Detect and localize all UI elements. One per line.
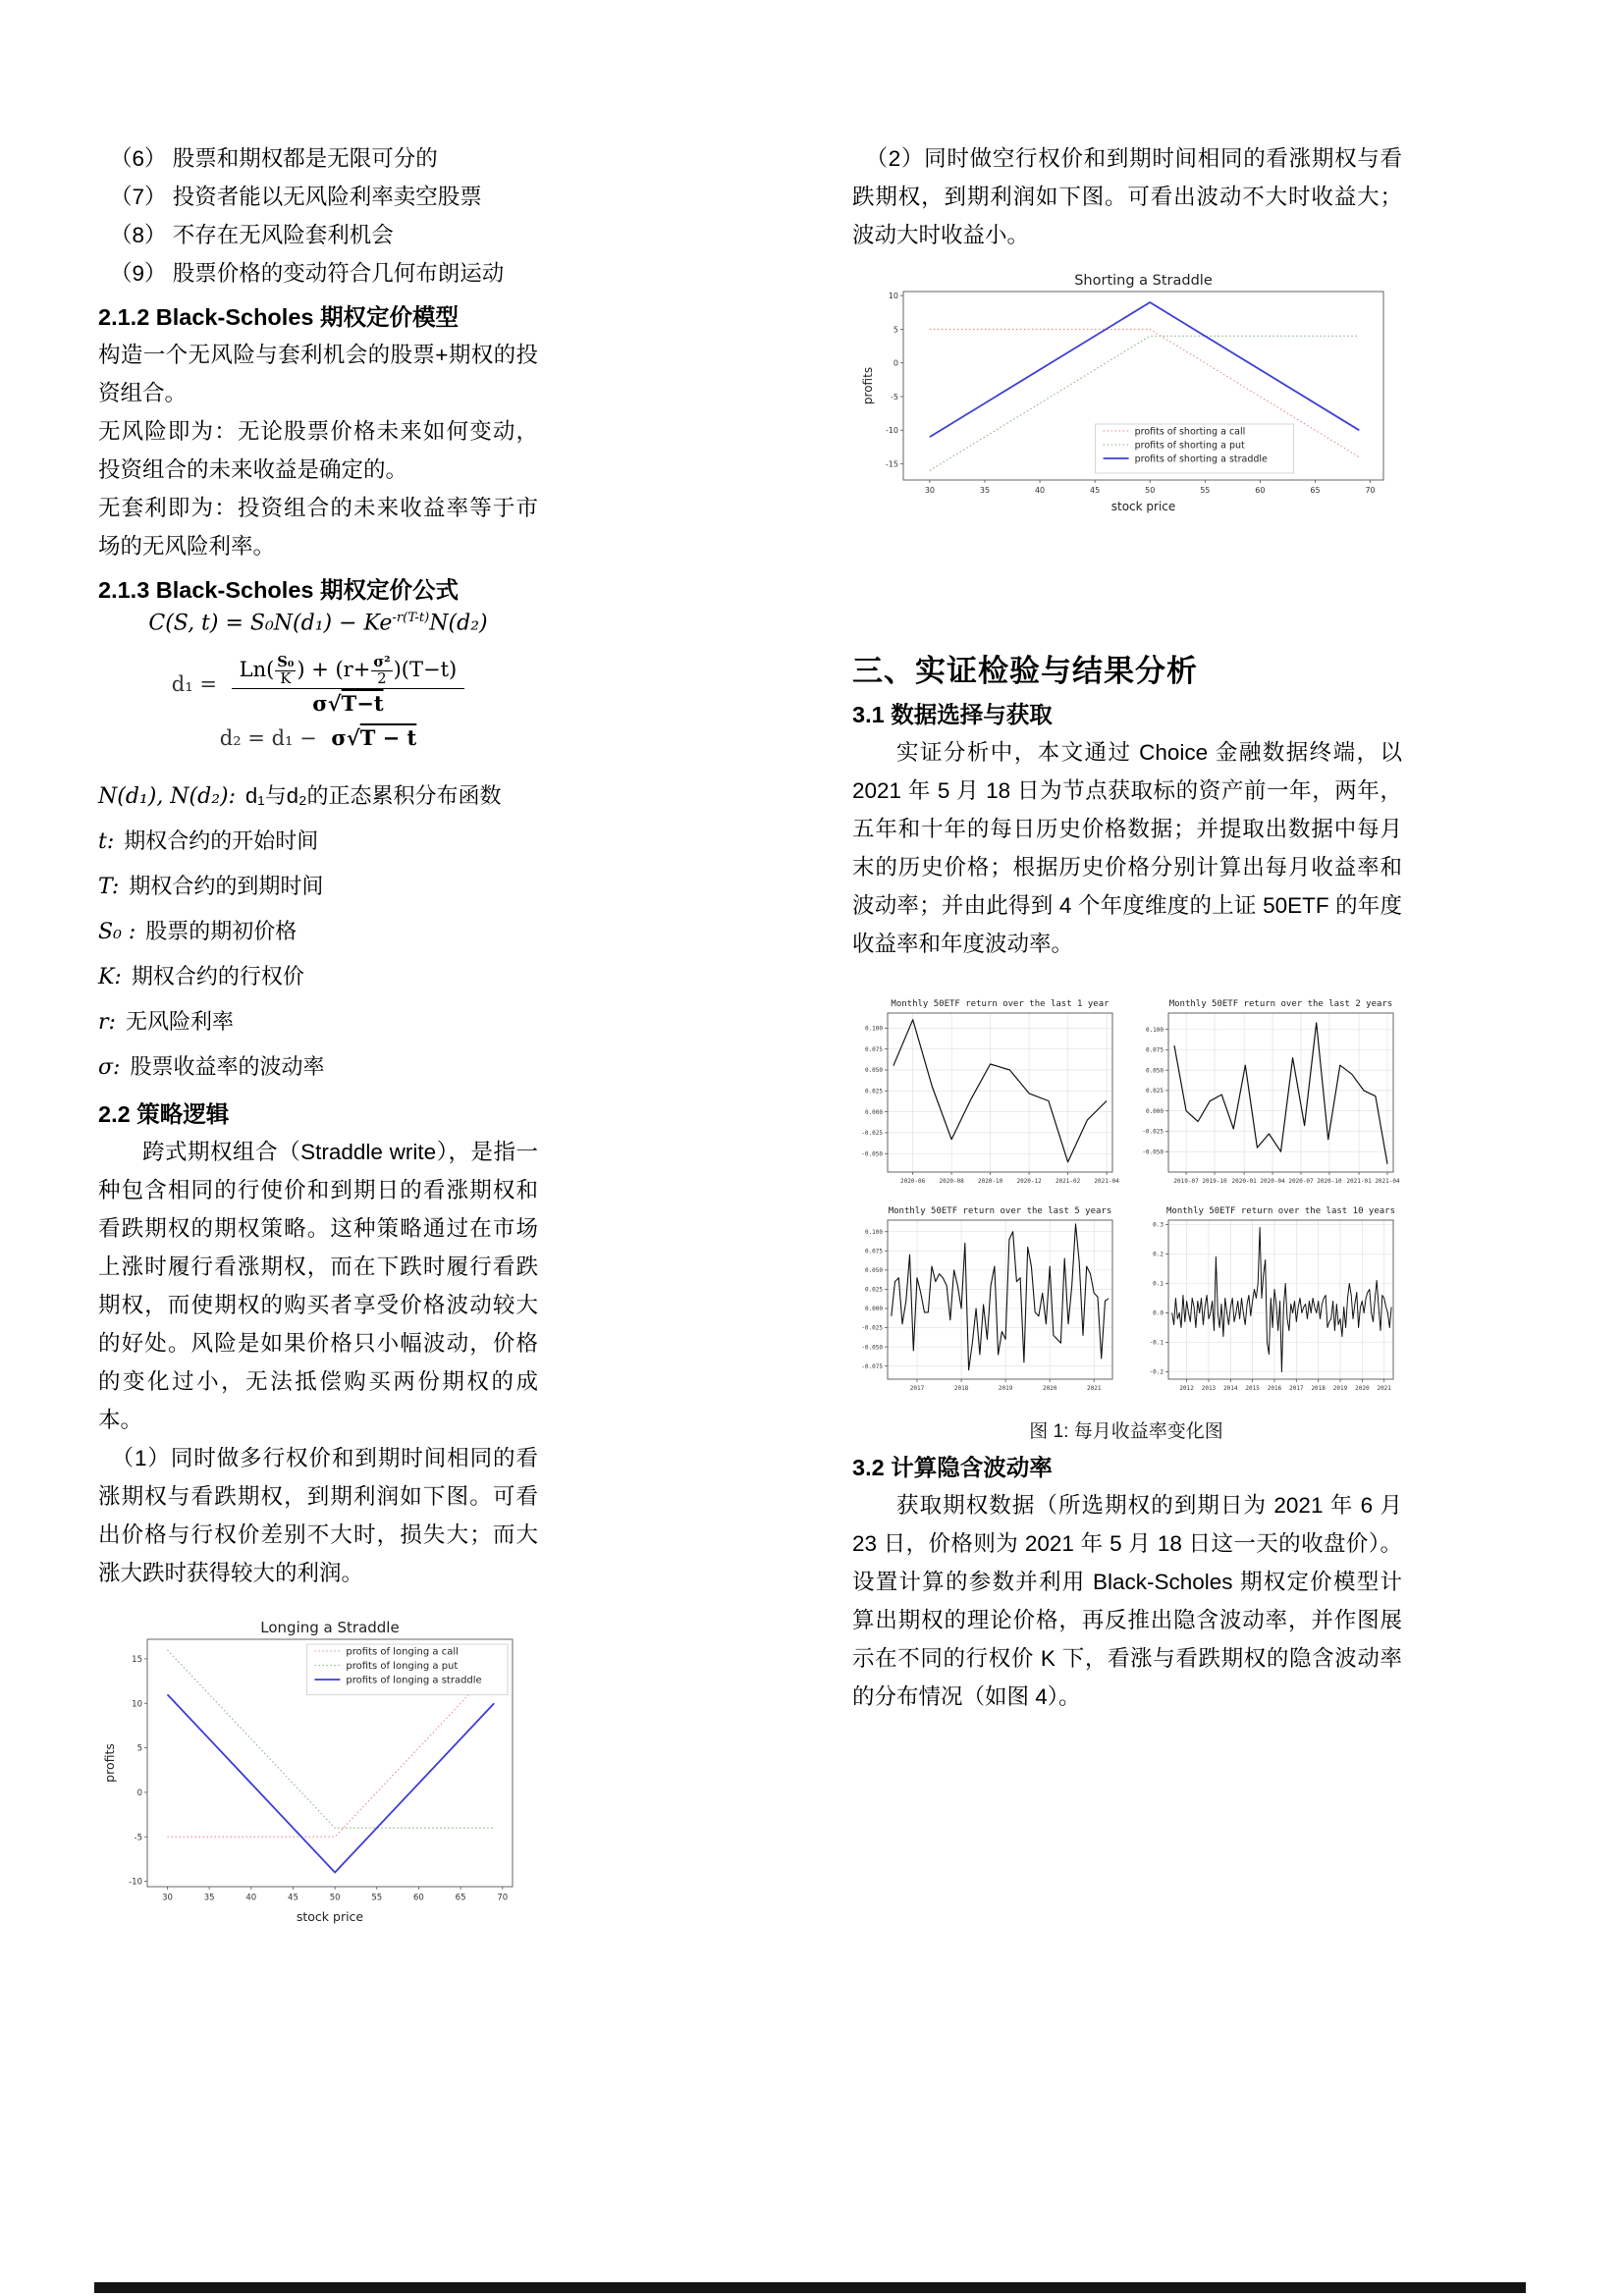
svg-text:2021: 2021 <box>1377 1385 1391 1392</box>
assumption-item: （9） 股票价格的变动符合几何布朗运动 <box>110 261 505 286</box>
svg-text:-10: -10 <box>129 1877 142 1888</box>
svg-text:30: 30 <box>162 1893 173 1903</box>
chart-canvas <box>102 1614 524 1926</box>
d1-num-ln: Ln( <box>239 658 275 682</box>
svg-text:2019-10: 2019-10 <box>1202 1178 1227 1185</box>
section-heading-2-1-2: 2.1.2 Black-Scholes 期权定价模型 <box>98 304 459 330</box>
monthly-return-5y-chart <box>852 1203 1119 1401</box>
svg-text:65: 65 <box>455 1893 466 1903</box>
svg-text:profits: profits <box>102 1743 117 1784</box>
svg-text:-0.025: -0.025 <box>861 1324 883 1332</box>
svg-text:2020-07: 2020-07 <box>1288 1178 1314 1185</box>
svg-text:0.100: 0.100 <box>864 1228 883 1236</box>
monthly-return-10y-chart <box>1133 1203 1400 1401</box>
svg-text:35: 35 <box>203 1893 215 1903</box>
svg-text:Longing a Straddle: Longing a Straddle <box>260 1619 400 1637</box>
svg-text:Monthly 50ETF return over the: Monthly 50ETF return over the last 5 years <box>888 1206 1112 1216</box>
svg-text:2020-08: 2020-08 <box>939 1178 964 1185</box>
monthly-return-charts <box>852 996 1402 1401</box>
definition-item: T: 期权合约的到期时间 <box>98 874 324 900</box>
svg-text:0.3: 0.3 <box>1153 1221 1164 1229</box>
sigma2-over-2: $\frac{\text{σ²}}{2}$ <box>373 654 391 687</box>
svg-text:50: 50 <box>329 1893 341 1903</box>
assumption-item: （8） 不存在无风险套利机会 <box>110 223 394 247</box>
svg-text:40: 40 <box>245 1893 257 1903</box>
definition-item: S₀ : 股票的期初价格 <box>98 919 298 945</box>
svg-text:-0.050: -0.050 <box>1142 1148 1164 1156</box>
chart-canvas <box>860 270 1395 515</box>
svg-text:stock price: stock price <box>1110 500 1176 513</box>
svg-text:-0.025: -0.025 <box>1142 1128 1164 1136</box>
paragraph-implied-vol: 获取期权数据（所选期权的到期日为 2021 年 6 月 23 日，价格则为 2021 年 5 月 18 日这一天的收盘价）。设置计算的参数并利用 Black-Scholes 期权定价模型计算出期权的理论价格，再反推出隐含波动率，并作图展示在不同的行权价 K 下，看涨与看跌期权的隐含波动率的分布情况（如图 4）。 <box>852 1493 1402 1709</box>
svg-text:55: 55 <box>1200 486 1211 495</box>
svg-text:Monthly 50ETF return over the: Monthly 50ETF return over the last 1 year <box>891 999 1110 1009</box>
svg-text:2013: 2013 <box>1201 1385 1217 1392</box>
paragraph-construct: 构造一个无风险与套利机会的股票+期权的投资组合。 <box>98 343 538 405</box>
d2-formula <box>98 725 538 750</box>
svg-text:0.050: 0.050 <box>864 1067 883 1075</box>
svg-text:-5: -5 <box>891 392 898 401</box>
chart-canvas <box>1133 1203 1400 1396</box>
paragraph-no-risk: 无风险即为：无论股票价格未来如何变动，投资组合的未来收益是确定的。 <box>98 419 538 482</box>
d1-prefix: d₁ = <box>171 671 217 696</box>
svg-text:-0.050: -0.050 <box>861 1344 883 1352</box>
monthly-return-2y-chart <box>1133 996 1400 1194</box>
svg-text:10: 10 <box>132 1699 142 1710</box>
svg-text:0.075: 0.075 <box>864 1248 883 1255</box>
symbol-definitions <box>98 774 538 1090</box>
chart-canvas <box>852 1203 1119 1396</box>
svg-text:Shorting a Straddle: Shorting a Straddle <box>1074 273 1213 289</box>
svg-text:2016: 2016 <box>1267 1385 1282 1392</box>
svg-text:30: 30 <box>924 486 936 495</box>
svg-text:70: 70 <box>497 1893 509 1903</box>
svg-text:2017: 2017 <box>909 1385 925 1392</box>
formula-right: N(d₂) <box>429 611 488 636</box>
svg-text:2020-10: 2020-10 <box>977 1178 1003 1185</box>
d1-formula <box>98 655 538 716</box>
bs-formula-block <box>98 611 538 750</box>
d1-numerator <box>232 655 465 689</box>
svg-text:2021-01: 2021-01 <box>1346 1178 1372 1185</box>
page-bottom-rule <box>94 2282 1526 2293</box>
svg-text:15: 15 <box>132 1655 142 1666</box>
d1-denominator: σ√T−t <box>312 691 384 717</box>
svg-text:2021-04: 2021-04 <box>1094 1178 1119 1185</box>
svg-text:2021-02: 2021-02 <box>1055 1178 1081 1185</box>
svg-text:2020-01: 2020-01 <box>1231 1178 1257 1185</box>
svg-text:0.100: 0.100 <box>1145 1026 1164 1034</box>
definition-item: t: 期权合约的开始时间 <box>98 828 319 855</box>
assumption-item: （7） 投资者能以无风险利率卖空股票 <box>110 185 482 209</box>
svg-text:profits of longing a put: profits of longing a put <box>346 1661 459 1673</box>
svg-text:2021: 2021 <box>1087 1385 1102 1392</box>
svg-text:2021-04: 2021-04 <box>1375 1178 1400 1185</box>
paragraph-straddle-intro: 跨式期权组合（Straddle write），是指一种包含相同的行使价和到期日的看涨期权和看跌期权的期权策略。这种策略通过在市场上涨时履行看涨期权，而在下跌时履行看跌期权，而使期权的购买者享受价格波动较大的好处。风险是如果价格只小幅波动，价格的变化过小，无法抵偿购买两份期权的成本。 <box>98 1140 538 1433</box>
svg-text:2020: 2020 <box>1355 1385 1370 1392</box>
definition-item: N(d₁), N(d₂): d₁与d₂的正态累积分布函数 <box>98 783 502 810</box>
svg-text:Monthly 50ETF return over the: Monthly 50ETF return over the last 10 years <box>1166 1206 1395 1216</box>
svg-text:0.000: 0.000 <box>1145 1107 1164 1115</box>
svg-text:10: 10 <box>888 291 898 300</box>
svg-text:profits of shorting a put: profits of shorting a put <box>1134 440 1245 452</box>
paragraph-data-selection: 实证分析中，本文通过 Choice 金融数据终端，以 2021 年 5 月 18 日为节点获取标的资产前一年，两年，五年和十年的每日历史价格数据；并提取出数据中每月末的历史价格；根据历史价格分别计算出每月收益率和波动率；并由此得到 4 个年度维度的上证 50ETF 的年度收益率和年度波动率。 <box>852 740 1402 956</box>
formula-left: C(S, t) = S₀N(d₁) − Ke <box>148 611 393 636</box>
svg-text:65: 65 <box>1310 486 1321 495</box>
paragraph-short-straddle: （2）同时做空行权价和到期时间相同的看涨期权与看跌期权，到期利润如下图。可看出波动不大时收益大；波动大时收益小。 <box>852 146 1402 247</box>
svg-text:profits of longing a call: profits of longing a call <box>346 1646 459 1658</box>
svg-text:5: 5 <box>136 1743 142 1754</box>
svg-text:60: 60 <box>1255 486 1266 495</box>
chapter-heading-3: 三、实证检验与结果分析 <box>852 654 1198 688</box>
svg-text:50: 50 <box>1145 486 1156 495</box>
chart-canvas <box>852 996 1119 1189</box>
d2-prefix: d₂ = d₁ − <box>219 726 324 751</box>
chart-canvas <box>1133 996 1400 1189</box>
s0-over-k: $\frac{\text{S₀}}{K}$ <box>277 654 295 687</box>
monthly-return-1y-chart <box>852 996 1119 1194</box>
d1-num-end: )(T−t) <box>393 658 458 682</box>
left-column <box>98 139 538 1931</box>
assumption-item: （6） 股票和期权都是无限可分的 <box>110 146 438 171</box>
svg-text:2019-07: 2019-07 <box>1173 1178 1199 1185</box>
svg-text:-0.050: -0.050 <box>861 1150 883 1158</box>
svg-text:0.2: 0.2 <box>1153 1251 1164 1258</box>
svg-text:0.000: 0.000 <box>864 1306 883 1313</box>
svg-text:2020-10: 2020-10 <box>1317 1178 1342 1185</box>
svg-text:0.025: 0.025 <box>1145 1088 1164 1095</box>
d2-sigma: σ√ <box>331 725 360 751</box>
svg-text:profits of shorting a straddle: profits of shorting a straddle <box>1134 454 1268 465</box>
right-column <box>852 139 1402 1716</box>
svg-text:2018: 2018 <box>1311 1385 1326 1392</box>
svg-text:0.025: 0.025 <box>864 1286 883 1294</box>
svg-text:2019: 2019 <box>1332 1385 1348 1392</box>
section-heading-2-1-3: 2.1.3 Black-Scholes 期权定价公式 <box>98 577 459 603</box>
svg-text:45: 45 <box>1090 486 1101 495</box>
paragraph-no-arbitrage: 无套利即为：投资组合的未来收益率等于市场的无风险利率。 <box>98 496 538 559</box>
d2-root: T − t <box>359 725 417 751</box>
svg-text:2014: 2014 <box>1223 1385 1238 1392</box>
svg-text:0.0: 0.0 <box>1153 1309 1164 1317</box>
svg-text:-5: -5 <box>134 1833 142 1843</box>
paragraph-long-straddle: （1）同时做多行权价和到期时间相同的看涨期权与看跌期权，到期利润如下图。可看出价格与行权价差别不大时，损失大；而大涨大跌时获得较大的利润。 <box>98 1446 538 1586</box>
svg-text:0.050: 0.050 <box>1145 1067 1164 1075</box>
svg-text:0.100: 0.100 <box>864 1025 883 1033</box>
longing-straddle-chart <box>102 1614 524 1931</box>
figure-1-caption: 图 1: 每月收益率变化图 <box>1029 1421 1223 1442</box>
svg-text:-0.1: -0.1 <box>1149 1339 1164 1347</box>
svg-text:profits of longing a straddle: profits of longing a straddle <box>346 1675 482 1686</box>
section-heading-3-2: 3.2 计算隐含波动率 <box>852 1455 1053 1480</box>
svg-text:0.025: 0.025 <box>864 1088 883 1095</box>
svg-text:70: 70 <box>1365 486 1376 495</box>
assumptions-list <box>98 139 538 293</box>
svg-text:-0.075: -0.075 <box>861 1362 883 1370</box>
d1-fraction <box>232 655 465 716</box>
section-heading-2-2: 2.2 策略逻辑 <box>98 1101 230 1128</box>
svg-text:2020: 2020 <box>1042 1385 1057 1392</box>
svg-text:0.075: 0.075 <box>864 1045 883 1053</box>
svg-text:5: 5 <box>893 325 898 335</box>
definition-item: K: 期权合约的行权价 <box>98 964 304 990</box>
svg-text:0.1: 0.1 <box>1153 1280 1164 1288</box>
svg-text:2017: 2017 <box>1289 1385 1304 1392</box>
svg-text:2020-12: 2020-12 <box>1016 1178 1042 1185</box>
svg-text:2015: 2015 <box>1245 1385 1260 1392</box>
svg-text:40: 40 <box>1034 486 1046 495</box>
svg-text:45: 45 <box>288 1893 298 1903</box>
definition-item: r: 无风险利率 <box>98 1009 234 1036</box>
shorting-straddle-chart <box>860 270 1395 520</box>
call-price-formula <box>98 611 538 635</box>
svg-text:0.050: 0.050 <box>864 1267 883 1275</box>
svg-text:60: 60 <box>413 1893 424 1903</box>
svg-text:-0.025: -0.025 <box>861 1130 883 1138</box>
svg-text:0: 0 <box>893 358 898 368</box>
d1-num-mid: ) + (r+ <box>297 658 371 682</box>
formula-exponent: -r(T-t) <box>392 611 430 625</box>
svg-text:0.075: 0.075 <box>1145 1046 1164 1054</box>
svg-text:-10: -10 <box>885 426 898 436</box>
svg-text:2018: 2018 <box>953 1385 969 1392</box>
svg-text:0.000: 0.000 <box>864 1108 883 1116</box>
section-heading-3-1: 3.1 数据选择与获取 <box>852 702 1053 727</box>
svg-text:-0.2: -0.2 <box>1149 1368 1164 1376</box>
svg-text:stock price: stock price <box>296 1909 364 1925</box>
svg-text:profits of shorting a call: profits of shorting a call <box>1134 426 1246 438</box>
svg-text:2019: 2019 <box>998 1385 1013 1392</box>
svg-text:2012: 2012 <box>1179 1385 1194 1392</box>
svg-text:2020-06: 2020-06 <box>900 1178 926 1185</box>
svg-text:Monthly 50ETF return over the: Monthly 50ETF return over the last 2 years <box>1168 999 1393 1009</box>
definition-item: σ: 股票收益率的波动率 <box>98 1054 325 1081</box>
svg-text:35: 35 <box>979 486 991 495</box>
svg-text:55: 55 <box>371 1893 383 1903</box>
svg-text:-15: -15 <box>885 459 898 469</box>
svg-text:profits: profits <box>861 366 875 405</box>
svg-text:2020-04: 2020-04 <box>1260 1178 1285 1185</box>
svg-text:0: 0 <box>136 1789 142 1799</box>
